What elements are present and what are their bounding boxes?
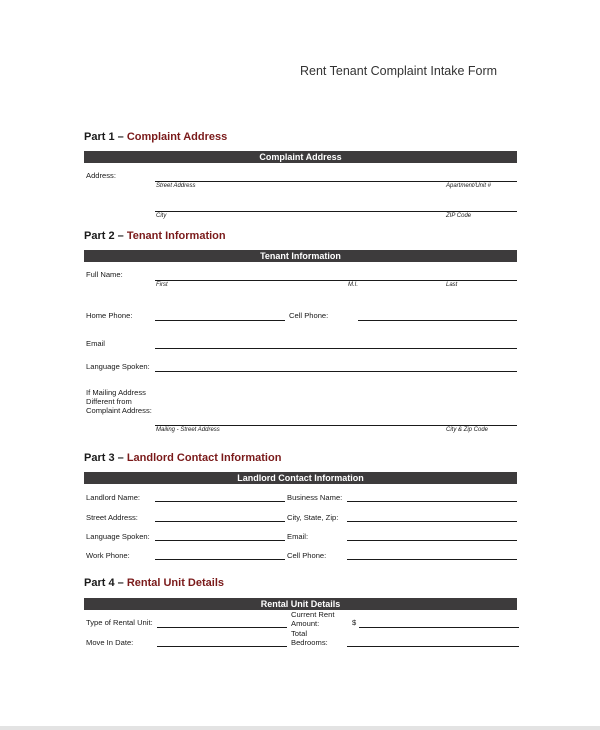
rental-unit-type-label: Type of Rental Unit: bbox=[86, 618, 153, 627]
email-label: Email bbox=[86, 339, 105, 348]
landlord-email-field[interactable] bbox=[347, 540, 517, 541]
zip-code-caption: ZIP Code bbox=[446, 213, 472, 219]
part2-heading bbox=[84, 230, 226, 242]
current-rent-label: Current Rent Amount: bbox=[291, 610, 335, 628]
move-in-date-field[interactable] bbox=[157, 646, 287, 647]
full-name-field[interactable] bbox=[155, 280, 517, 281]
mailing-address-label: If Mailing Address Different from Complaint Address: bbox=[86, 388, 152, 415]
page-bottom-edge bbox=[0, 726, 600, 730]
part4-number: Part 4 – bbox=[84, 577, 124, 589]
total-bedrooms-field[interactable] bbox=[347, 646, 519, 647]
home-phone-field[interactable] bbox=[155, 320, 285, 321]
move-in-date-label: Move In Date: bbox=[86, 638, 134, 647]
street-address-caption: Street Address bbox=[156, 183, 196, 189]
language-spoken-field[interactable] bbox=[155, 371, 517, 372]
part3-number: Part 3 – bbox=[84, 452, 124, 464]
cell-phone-field[interactable] bbox=[358, 320, 517, 321]
email-field[interactable] bbox=[155, 348, 517, 349]
part2-number: Part 2 – bbox=[84, 230, 124, 242]
landlord-street-address-field[interactable] bbox=[155, 521, 285, 522]
part4-heading bbox=[84, 577, 224, 589]
city-state-zip-field[interactable] bbox=[347, 521, 517, 522]
home-phone-label: Home Phone: bbox=[86, 311, 133, 320]
part1-heading bbox=[84, 131, 227, 143]
part3-name: Landlord Contact Information bbox=[126, 452, 282, 464]
street-address-field[interactable] bbox=[155, 181, 517, 182]
landlord-name-label: Landlord Name: bbox=[86, 493, 141, 502]
landlord-contact-bar: Landlord Contact Information bbox=[84, 472, 517, 484]
landlord-email-label: Email: bbox=[287, 532, 309, 541]
language-spoken-label: Language Spoken: bbox=[86, 362, 150, 371]
part3-heading bbox=[84, 452, 281, 464]
rental-unit-type-field[interactable] bbox=[157, 627, 287, 628]
rental-unit-details-bar: Rental Unit Details bbox=[84, 598, 517, 610]
total-bedrooms-label: Total Bedrooms: bbox=[291, 629, 328, 647]
work-phone-label: Work Phone: bbox=[86, 551, 130, 560]
apartment-unit-caption: Apartment/Unit # bbox=[446, 183, 492, 189]
first-name-caption: First bbox=[156, 282, 168, 288]
business-name-label: Business Name: bbox=[287, 493, 343, 502]
tenant-information-bar: Tenant Information bbox=[84, 250, 517, 262]
part4-name: Rental Unit Details bbox=[126, 577, 224, 589]
part2-name: Tenant Information bbox=[126, 230, 226, 242]
city-state-zip-label: City, State, Zip: bbox=[287, 513, 339, 522]
part1-number: Part 1 – bbox=[84, 131, 124, 143]
form-title: Rent Tenant Complaint Intake Form bbox=[300, 64, 498, 78]
current-rent-field[interactable] bbox=[359, 627, 519, 628]
part1-name: Complaint Address bbox=[126, 131, 228, 143]
landlord-cell-phone-field[interactable] bbox=[347, 559, 517, 560]
business-name-field[interactable] bbox=[347, 501, 517, 502]
mailing-address-field[interactable] bbox=[155, 425, 517, 426]
mailing-street-caption: Mailing - Street Address bbox=[156, 427, 220, 433]
city-zip-field[interactable] bbox=[155, 211, 517, 212]
middle-initial-caption: M.I. bbox=[348, 282, 358, 288]
landlord-cell-phone-label: Cell Phone: bbox=[287, 551, 327, 560]
city-caption: City bbox=[156, 213, 167, 219]
dollar-sign: $ bbox=[352, 618, 357, 627]
landlord-street-address-label: Street Address: bbox=[86, 513, 138, 522]
address-label: Address: bbox=[86, 171, 116, 180]
full-name-label: Full Name: bbox=[86, 270, 123, 279]
complaint-address-bar: Complaint Address bbox=[84, 151, 517, 163]
landlord-language-label: Language Spoken: bbox=[86, 532, 150, 541]
landlord-language-field[interactable] bbox=[155, 540, 285, 541]
city-zip-caption: City & Zip Code bbox=[446, 427, 489, 433]
last-name-caption: Last bbox=[446, 282, 458, 288]
cell-phone-label: Cell Phone: bbox=[289, 311, 329, 320]
work-phone-field[interactable] bbox=[155, 559, 285, 560]
landlord-name-field[interactable] bbox=[155, 501, 285, 502]
